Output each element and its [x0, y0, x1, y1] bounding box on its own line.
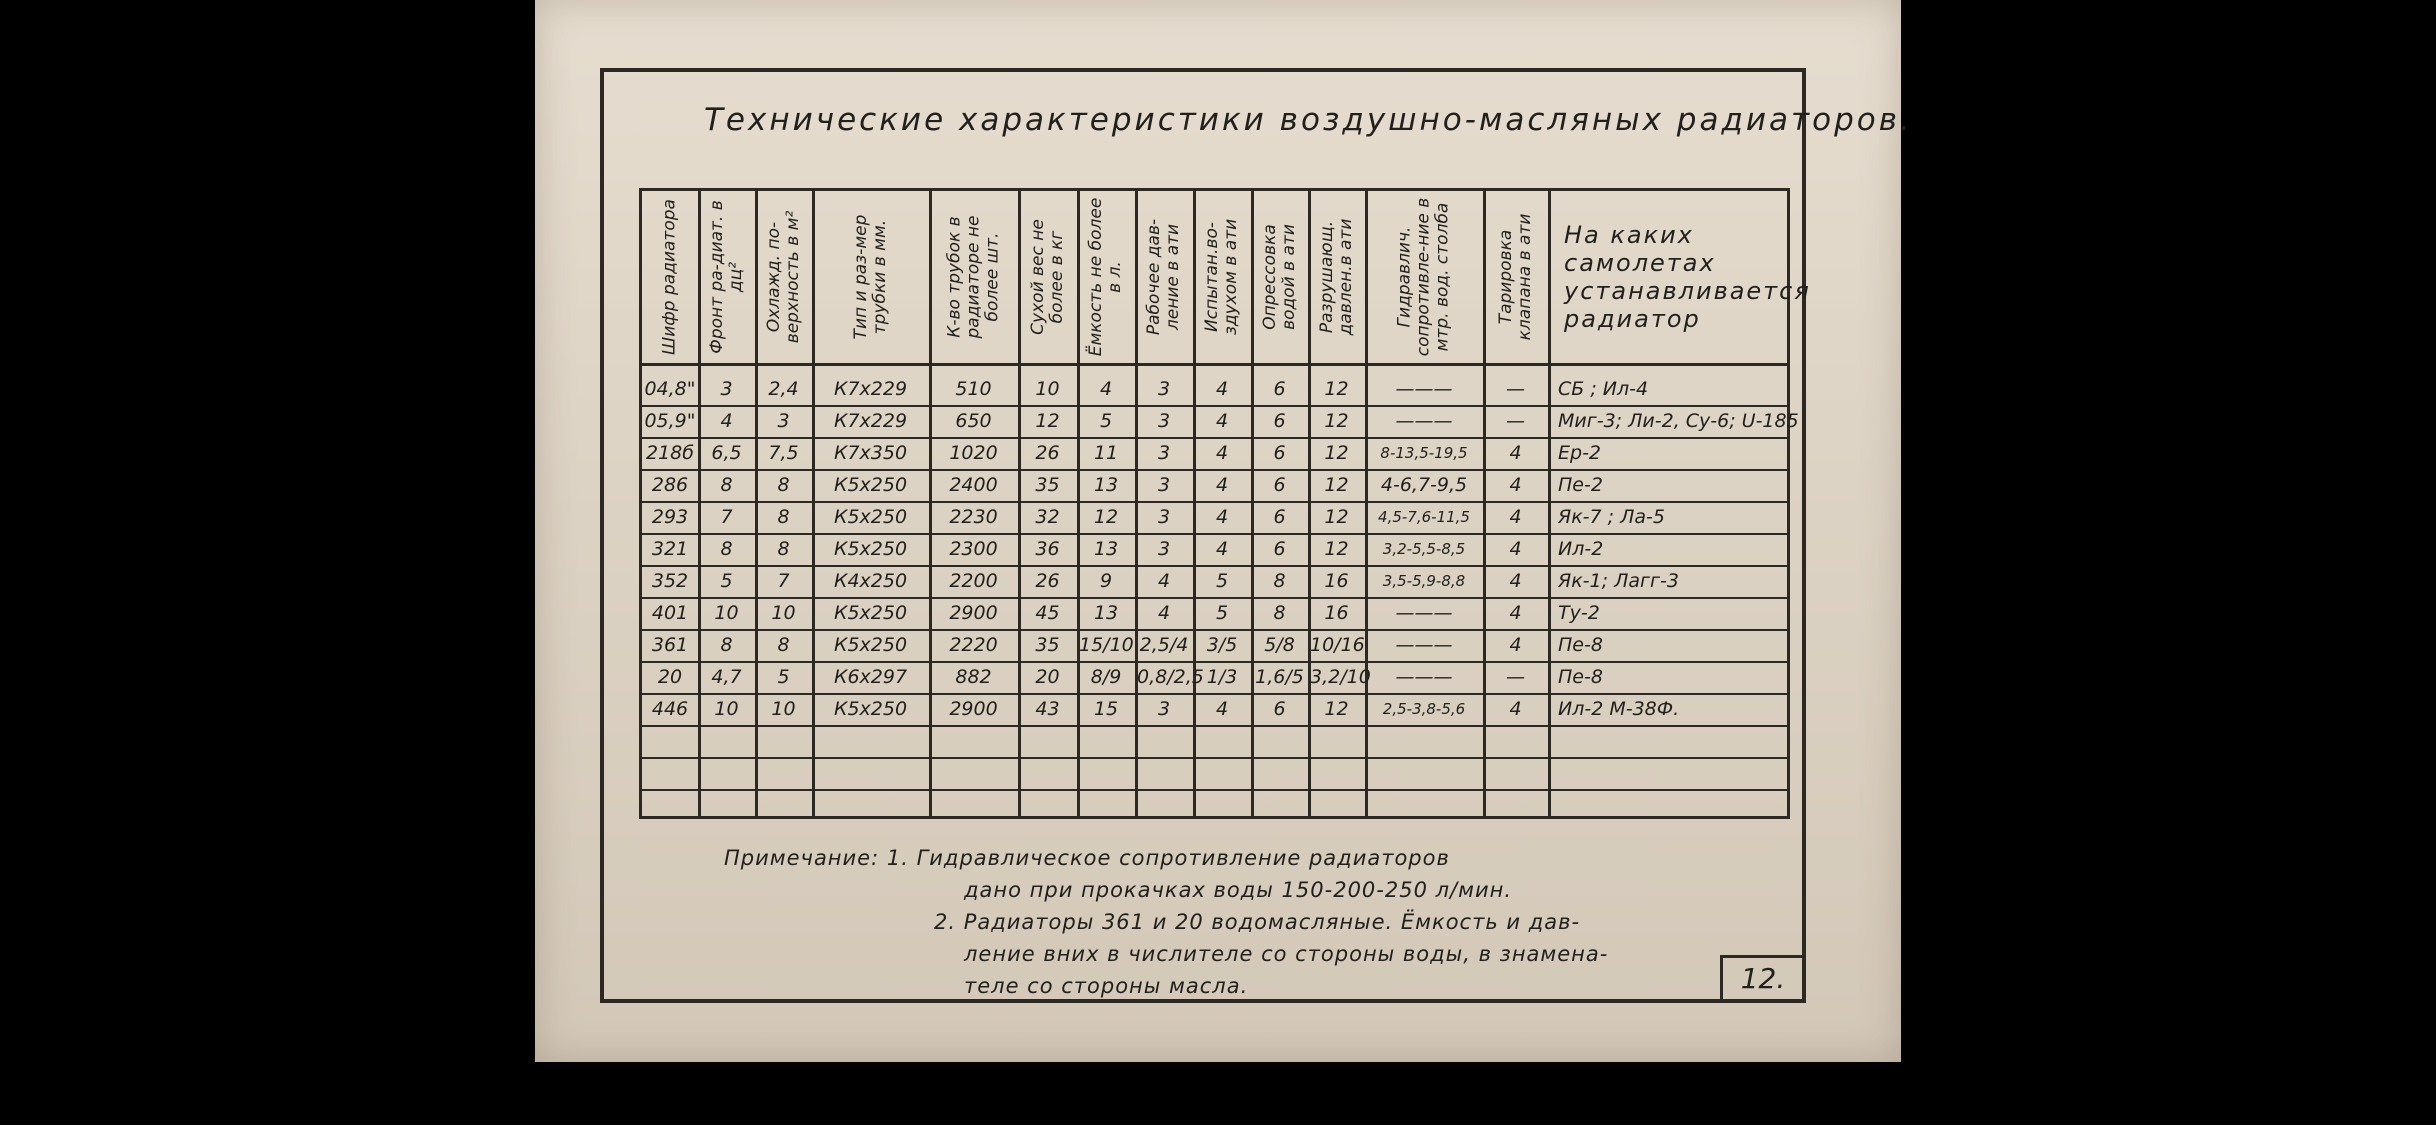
header-label: Охлажд. по-верхность в м² [763, 210, 803, 344]
table-cell: 650 [955, 410, 992, 432]
specs-table [639, 188, 1811, 819]
table-cell: 4 [1157, 570, 1171, 592]
header-label: Шифр радиатора [659, 199, 680, 355]
table-cell: 3/5 [1206, 634, 1238, 656]
table-cell: 12 [1324, 378, 1349, 400]
table-cell: 6 [1273, 698, 1286, 720]
table-cell: 35 [1035, 474, 1060, 496]
table-cell: 11 [1093, 442, 1119, 464]
table-cell: 10 [771, 698, 796, 720]
table-cell: 4 [1215, 378, 1229, 400]
table-cell: 10 [714, 602, 739, 624]
table-cell: Ил-2 М-38Ф. [1558, 698, 1680, 720]
header-cell [1193, 191, 1251, 363]
table-cell: ——— [1395, 666, 1453, 688]
header-cell [1018, 191, 1077, 363]
table-cell: 510 [955, 378, 992, 400]
table-cell: 43 [1035, 698, 1060, 720]
table-cell: К5х250 [833, 474, 908, 496]
table-cell: ——— [1395, 602, 1453, 624]
table-cell: 5 [720, 570, 733, 592]
table-cell: 6 [1273, 474, 1286, 496]
note-1-line-2: дано при прокачках воды 150-200-250 л/мин. [964, 878, 1513, 902]
header-divider [642, 363, 1787, 366]
header-label: Разрушающ. давлен.в ати [1316, 218, 1356, 336]
radiator-code-cell: 293 [651, 506, 689, 528]
note-2-line-3: теле со стороны масла. [964, 974, 1249, 998]
table-cell: 2220 [949, 634, 998, 656]
table-cell: 12 [1324, 442, 1349, 464]
table-cell: 6 [1273, 442, 1286, 464]
table-cell: 5 [777, 666, 790, 688]
header-cell [1308, 191, 1365, 363]
table-cell: 5 [1215, 570, 1229, 592]
table-cell: 4 [1509, 538, 1522, 560]
radiator-code-cell: 446 [651, 698, 689, 720]
header-cell [1365, 191, 1483, 363]
radiator-code-cell: 401 [651, 602, 689, 624]
table-cell: Ер-2 [1558, 442, 1602, 464]
table-cell: 5 [1215, 602, 1229, 624]
table-cell: 36 [1035, 538, 1060, 560]
table-cell: 3,2-5,5-8,5 [1382, 540, 1466, 558]
table-cell: 4 [1215, 474, 1229, 496]
table-cell: 6 [1273, 410, 1286, 432]
table-cell: 4 [1215, 698, 1229, 720]
table-cell: 9 [1099, 570, 1113, 592]
table-cell: 3 [1157, 698, 1171, 720]
row-divider [642, 725, 1787, 727]
table-cell: 15/10 [1079, 634, 1134, 656]
table-cell: 2230 [949, 506, 998, 528]
table-cell: 45 [1035, 602, 1060, 624]
table-cell: 7 [720, 506, 733, 528]
table-cell: 12 [1324, 474, 1349, 496]
header-cell [1483, 191, 1548, 363]
table-cell: 4 [1509, 698, 1522, 720]
table-cell: Ил-2 [1558, 538, 1604, 560]
table-cell: К7х229 [833, 378, 908, 400]
row-divider [642, 757, 1787, 759]
table-cell: — [1506, 410, 1525, 432]
table-cell: 4 [1099, 378, 1113, 400]
radiator-code-cell: 321 [651, 538, 689, 560]
header-cell [1135, 191, 1193, 363]
table-cell: 10 [1035, 378, 1060, 400]
table-cell: 5/8 [1264, 634, 1295, 656]
header-cell [929, 191, 1018, 363]
table-cell: 8 [720, 634, 733, 656]
table-cell: 2,5/4 [1139, 634, 1189, 656]
note-2-line-2: ление вних в числителе со стороны воды, в знамена- [964, 942, 1609, 966]
header-cell [1077, 191, 1135, 363]
drawing-frame [600, 68, 1913, 1003]
table-cell: 5 [1099, 410, 1113, 432]
radiator-code-cell: 05,9" [644, 410, 696, 432]
table-cell: 2900 [949, 698, 998, 720]
table-cell: 2900 [949, 602, 998, 624]
table-cell: СБ ; Ил-4 [1558, 378, 1649, 400]
table-cell: Ту-2 [1558, 602, 1600, 624]
note-1-line-1: 1. Гидравлическое сопротивление радиаторов [886, 846, 1450, 870]
table-cell: 8 [1273, 570, 1286, 592]
table-cell: 1,6/5 [1255, 666, 1304, 688]
notes-line [724, 842, 1608, 874]
table-cell: 12 [1324, 698, 1349, 720]
table-cell: 4-6,7-9,5 [1380, 474, 1468, 496]
table-cell: 4 [1215, 538, 1229, 560]
radiator-code-cell: 352 [651, 570, 689, 592]
table-cell: ——— [1395, 378, 1453, 400]
table-cell: 20 [1035, 666, 1060, 688]
table-cell: 16 [1324, 602, 1349, 624]
table-cell: 3,5-5,9-8,8 [1382, 572, 1466, 590]
header-label: Испытан.во-здухом в ати [1202, 218, 1241, 336]
table-cell: 3 [777, 410, 790, 432]
row-divider [642, 789, 1787, 791]
header-label: Ёмкость не более в л. [1086, 197, 1125, 357]
table-cell: Як-1; Лагг-3 [1558, 570, 1679, 592]
document-sheet [535, 0, 1913, 1062]
table-cell: Миг-3; Ли-2, Су-6; U-185 [1558, 410, 1799, 432]
table-cell: 4 [1215, 506, 1229, 528]
table-cell: К5х250 [833, 698, 908, 720]
table-cell: 4 [1509, 634, 1522, 656]
header-label: Рабочее дав-ление в ати [1144, 218, 1183, 336]
table-cell: 13 [1093, 474, 1119, 496]
table-cell: 13 [1093, 602, 1119, 624]
table-cell: 3 [1157, 442, 1171, 464]
table-cell: 2,5-3,8-5,6 [1382, 700, 1466, 718]
radiator-code-cell: 218б [646, 442, 694, 464]
table-cell: 1/3 [1206, 666, 1238, 688]
table-cell: 8 [777, 506, 790, 528]
table-cell: 8/9 [1090, 666, 1122, 688]
table-cell: 16 [1324, 570, 1349, 592]
table-cell: 3 [720, 378, 733, 400]
table-cell: 0,8/2,5 [1137, 666, 1204, 688]
radiator-code-cell: 04,8" [644, 378, 696, 400]
table-cell: 2200 [949, 570, 998, 592]
table-cell: 4,7 [711, 666, 742, 688]
table-cell: 15 [1093, 698, 1119, 720]
table-cell: 8 [720, 538, 733, 560]
table-cell: 1020 [949, 442, 998, 464]
table-cell: 3 [1157, 506, 1171, 528]
table-cell: 6 [1273, 378, 1286, 400]
table-cell: 35 [1035, 634, 1060, 656]
table-cell: К6х297 [833, 666, 908, 688]
header-label: Тарировка клапана в ати [1495, 213, 1535, 341]
document-title: Технические характеристики воздушно-масляных радиаторов. [704, 102, 1913, 138]
table-cell: 4 [1215, 442, 1229, 464]
table-cell: 26 [1035, 570, 1060, 592]
table-cell: 8 [720, 474, 733, 496]
table-cell: 32 [1035, 506, 1060, 528]
table-cell: 26 [1035, 442, 1060, 464]
table-cell: К7х229 [833, 410, 908, 432]
header-label: Сухой вес не более в кг [1027, 219, 1067, 335]
table-cell: К4х250 [833, 570, 908, 592]
table-cell: Пе-8 [1558, 634, 1603, 656]
header-label: Фронт ра-диат. в дц² [706, 200, 746, 354]
header-cell [1251, 191, 1308, 363]
radiator-code-cell: 286 [651, 474, 689, 496]
table-cell: Як-7 ; Ла-5 [1558, 506, 1665, 528]
table-cell: К5х250 [833, 602, 908, 624]
table-cell: К5х250 [833, 634, 908, 656]
table-cell: Пе-2 [1558, 474, 1603, 496]
header-label: Гидравлич. сопротивле-ние в мтр. вод. столба [1394, 197, 1453, 357]
header-cell [812, 191, 929, 363]
table-cell: 8-13,5-19,5 [1380, 444, 1468, 462]
table-cell: 12 [1035, 410, 1060, 432]
notes-block [724, 842, 1608, 1002]
table-cell: 3 [1157, 474, 1171, 496]
table-cell: 4 [1509, 474, 1522, 496]
table-cell: 12 [1324, 538, 1349, 560]
table-cell: 3 [1157, 538, 1171, 560]
table-cell: 2400 [949, 474, 998, 496]
table-cell: 6 [1273, 506, 1286, 528]
header-cell [642, 191, 698, 363]
table-cell: Пе-8 [1558, 666, 1603, 688]
header-label: Тип и раз-мер трубки в мм. [850, 214, 890, 340]
note-2-line-1: 2. Радиаторы 361 и 20 водомасляные. Ёмкость и дав- [934, 910, 1581, 934]
table-cell: К7х350 [833, 442, 908, 464]
page-number: 12. [1720, 955, 1806, 1003]
table-cell: 10 [714, 698, 739, 720]
table-cell: — [1506, 378, 1525, 400]
table-cell: 8 [1273, 602, 1286, 624]
radiator-code-cell: 20 [657, 666, 683, 688]
table-cell: 3 [1157, 410, 1171, 432]
radiator-code-cell: 361 [651, 634, 689, 656]
table-cell: 7 [777, 570, 790, 592]
table-cell: ——— [1395, 410, 1453, 432]
table-cell: ——— [1395, 634, 1453, 656]
table-cell: 3,2/10 [1310, 666, 1371, 688]
table-cell: 12 [1324, 410, 1349, 432]
table-cell: 12 [1093, 506, 1119, 528]
header-cell [755, 191, 812, 363]
table-cell: 2300 [949, 538, 998, 560]
table-cell: 4 [1157, 602, 1171, 624]
notes-label: Примечание: [724, 846, 880, 870]
table-cell: 4 [1215, 410, 1229, 432]
table-cell: 8 [777, 474, 790, 496]
table-cell: 2,4 [768, 378, 799, 400]
table-cell: 7,5 [768, 442, 799, 464]
table-cell: 6,5 [711, 442, 742, 464]
table-cell: 8 [777, 634, 790, 656]
table-cell: 8 [777, 538, 790, 560]
table-cell: 4 [720, 410, 733, 432]
header-label: К-во трубок в радиаторе не более шт. [944, 215, 1002, 339]
table-cell: 10 [771, 602, 796, 624]
table-cell: 882 [955, 666, 992, 688]
table-cell: 6 [1273, 538, 1286, 560]
table-cell: 4 [1509, 602, 1522, 624]
table-cell: 12 [1324, 506, 1349, 528]
table-cell: К5х250 [833, 506, 908, 528]
table-cell: 4 [1509, 506, 1522, 528]
table-cell: 4,5-7,6-11,5 [1378, 508, 1470, 526]
header-label: Опрессовка водой в ати [1259, 224, 1299, 330]
table-cell: 3 [1157, 378, 1171, 400]
table-cell: 13 [1093, 538, 1119, 560]
header-label-aircraft: На каких самолетах устанавливается радиатор [1564, 221, 1811, 333]
table-cell: К5х250 [833, 538, 908, 560]
header-cell [698, 191, 755, 363]
table-cell: 10/16 [1310, 634, 1365, 656]
table-cell: 4 [1509, 570, 1522, 592]
table-cell: — [1506, 666, 1525, 688]
table-cell: 4 [1509, 442, 1522, 464]
